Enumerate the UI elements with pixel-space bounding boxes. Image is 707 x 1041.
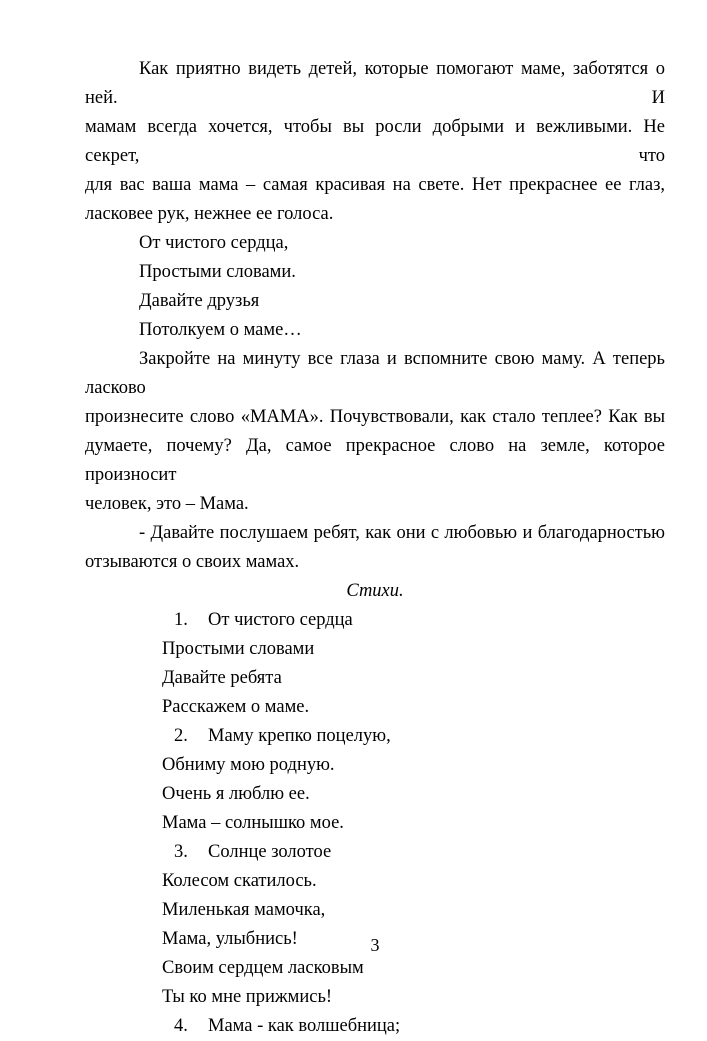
verse-intro (85, 229, 665, 345)
verse-line: Давайте друзья (139, 291, 260, 311)
verse-line: Ты ко мне прижмись! (162, 987, 333, 1007)
verse-line (85, 838, 665, 867)
page-number: 3 (370, 935, 380, 955)
verse-line (85, 722, 665, 751)
verse-list (85, 606, 665, 1041)
verse-line (85, 606, 665, 635)
verse-line: Мама, улыбнись! (162, 929, 298, 949)
verse-number: 3. (174, 842, 188, 862)
text-line: - Давайте послушаем ребят, как они с любовью и благодарностью (139, 523, 665, 543)
verse-line: Мама – солнышко мое. (162, 813, 344, 833)
text-line: Закройте на минуту все глаза и вспомните свою маму. А теперь ласково (85, 349, 665, 398)
verse-line: Потолкуем о маме… (139, 320, 302, 340)
text-line: для вас ваша мама – самая красивая на свете. Нет прекраснее ее глаз, (85, 175, 665, 195)
paragraph-intro (85, 55, 665, 229)
verse-line: Своим сердцем ласковым (162, 958, 364, 978)
verse-line: Обниму мою родную. (162, 755, 335, 775)
verse-text: Солнце золотое (208, 842, 332, 862)
text-line: ласковее рук, нежнее ее голоса. (85, 204, 334, 224)
text-line: отзываются о своих мамах. (85, 552, 300, 572)
verse-line: Миленькая мамочка, (162, 900, 326, 920)
text-line: думаете, почему? Да, самое прекрасное слово на земле, которое произносит (85, 436, 665, 485)
verse-number: 1. (174, 610, 188, 630)
verse-line: Расскажем о маме. (162, 697, 310, 717)
text-line: человек, это – Мама. (85, 494, 249, 514)
document-content (85, 55, 665, 1041)
paragraph-close-eyes (85, 345, 665, 519)
verse-line: Очень я люблю ее. (162, 784, 310, 804)
paragraph-listen (85, 519, 665, 577)
verse-line: От чистого сердца, (139, 233, 289, 253)
verse-text: Маму крепко поцелую, (208, 726, 391, 746)
verse-line: Колесом скатилось. (162, 871, 317, 891)
verse-number: 2. (174, 726, 188, 746)
text-line: произнесите слово «МАМА». Почувствовали, как стало теплее? Как вы (85, 407, 665, 427)
verse-line: Простыми словами. (139, 262, 296, 282)
text-line: Как приятно видеть детей, которые помогают маме, заботятся о ней. И (85, 59, 665, 108)
verse-text: Мама - как волшебница; (208, 1016, 401, 1036)
verse-line (85, 1012, 665, 1041)
verse-number: 4. (174, 1016, 188, 1036)
text-line: мамам всегда хочется, чтобы вы росли добрыми и вежливыми. Не секрет, что (85, 117, 665, 166)
verse-line: Давайте ребята (162, 668, 282, 688)
verse-text: От чистого сердца (208, 610, 353, 630)
section-heading: Стихи. (346, 581, 404, 601)
verse-line: Простыми словами (162, 639, 315, 659)
